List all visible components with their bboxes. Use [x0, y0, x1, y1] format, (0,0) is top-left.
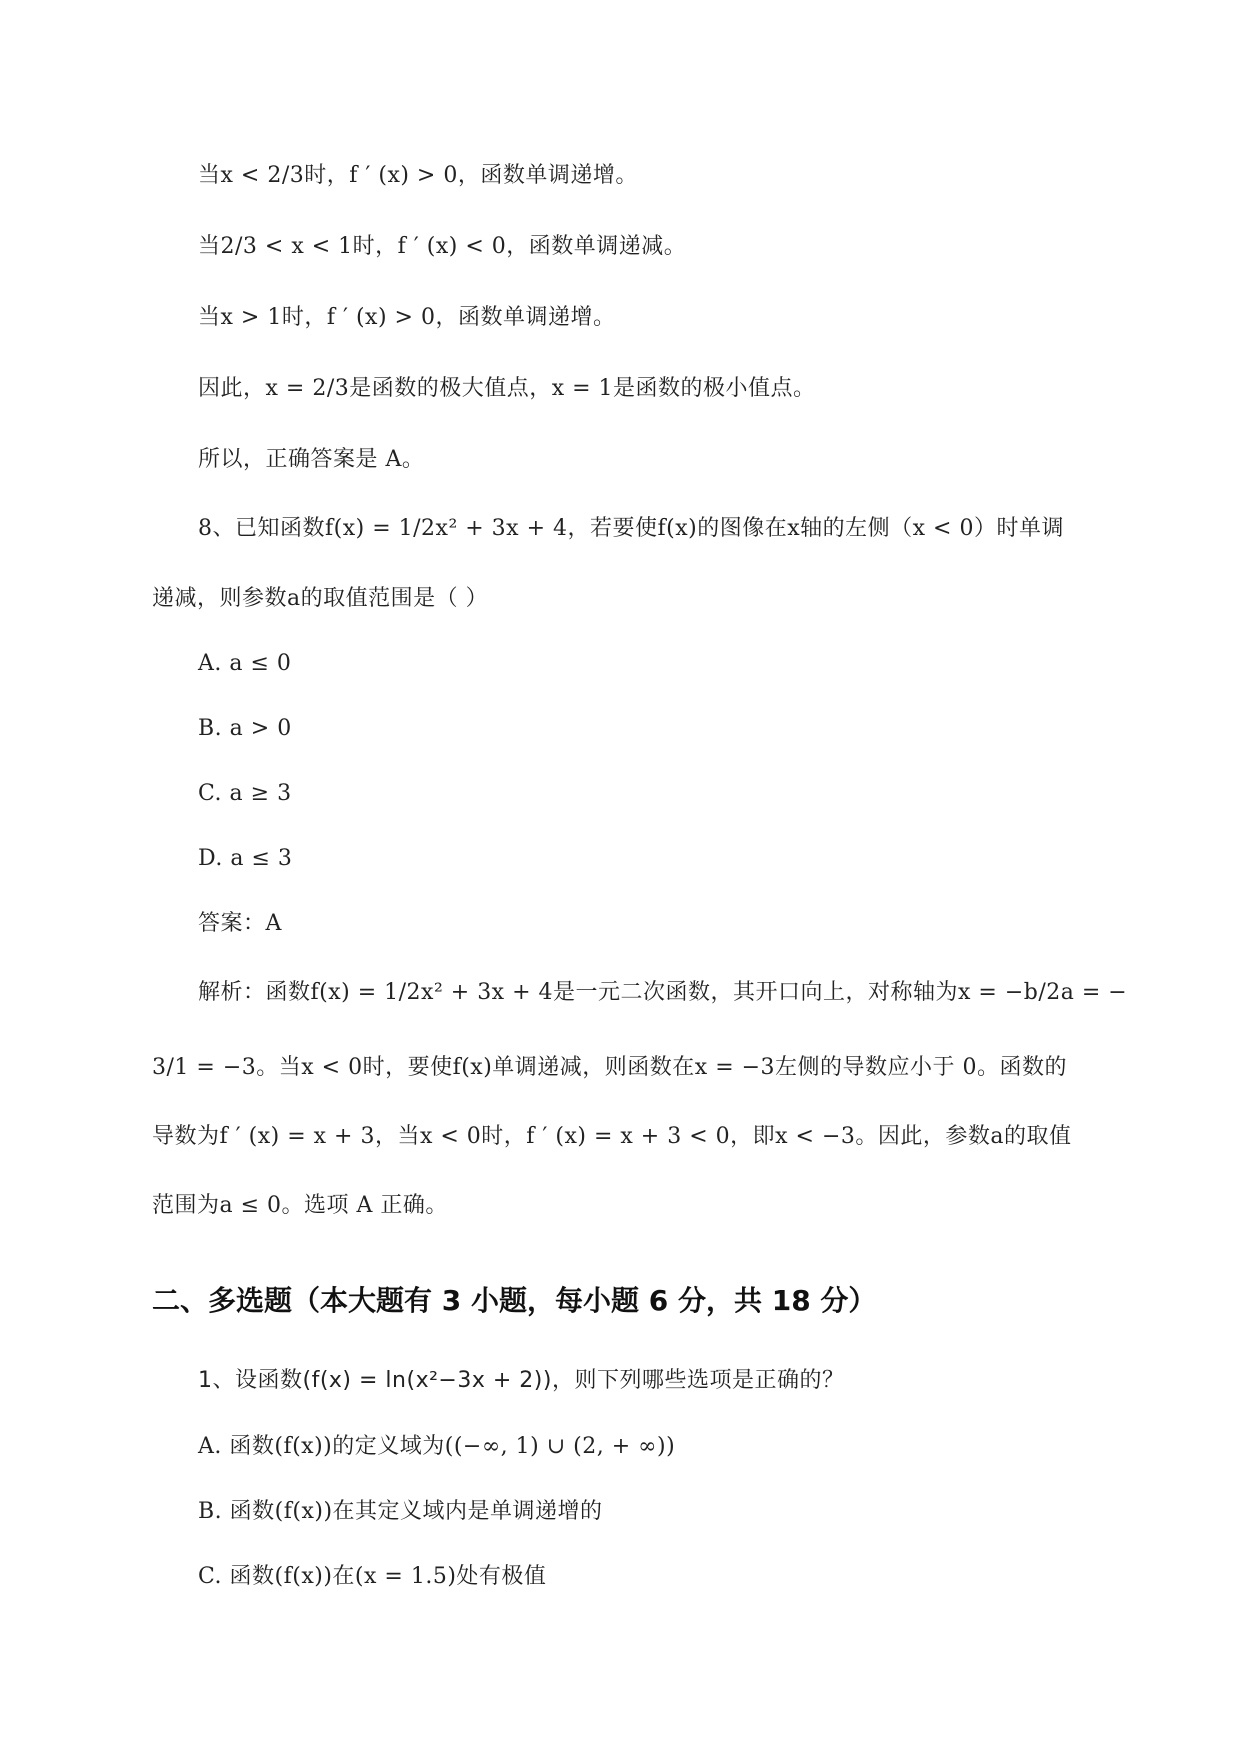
question-8-stem: 8、已知函数f(x) = 1/2x² + 3x + 4，若要使f(x)的图像在x轴的左侧（x < 0）时单调: [198, 516, 1064, 541]
section-heading: 二、多选题（本大题有 3 小题，每小题 6 分，共 18 分）: [152, 1284, 877, 1317]
q1-option-b: B. 函数(f(x))在其定义域内是单调递增的: [198, 1499, 603, 1524]
option-a: A. a ≤ 0: [198, 651, 292, 676]
explanation-line: 范围为a ≤ 0。选项 A 正确。: [152, 1193, 448, 1218]
option-c: C. a ≥ 3: [198, 781, 292, 806]
option-b: B. a > 0: [198, 716, 292, 741]
explanation-line: 3/1 = −3。当x < 0时，要使f(x)单调递减，则函数在x = −3左侧的导数应小于 0。函数的: [152, 1055, 1068, 1080]
explanation-line: 解析：函数f(x) = 1/2x² + 3x + 4是一元二次函数，其开口向上，对称轴为x = −b/2a = −: [198, 980, 1128, 1005]
text-line: 当2/3 < x < 1时，f ′ (x) < 0，函数单调递减。: [198, 234, 687, 259]
question-8-stem-cont: 递减，则参数a的取值范围是（ ）: [152, 586, 489, 611]
q1-option-c: C. 函数(f(x))在(x = 1.5)处有极值: [198, 1564, 547, 1589]
explanation-line: 导数为f ′ (x) = x + 3，当x < 0时，f ′ (x) = x + 3 < 0，即x < −3。因此，参数a的取值: [152, 1124, 1072, 1149]
text-line: 当x < 2/3时，f ′ (x) > 0，函数单调递增。: [198, 163, 638, 188]
q1-option-a: A. 函数(f(x))的定义域为((−∞, 1) ∪ (2, + ∞)): [198, 1434, 676, 1459]
question-1-stem: 1、设函数(f(x) = ln(x²−3x + 2))，则下列哪些选项是正确的？: [198, 1368, 845, 1393]
text-line: 所以，正确答案是 A。: [198, 447, 425, 472]
option-d: D. a ≤ 3: [198, 846, 293, 871]
answer-line: 答案：A: [198, 911, 282, 936]
text-line: 因此，x = 2/3是函数的极大值点，x = 1是函数的极小值点。: [198, 376, 816, 401]
text-line: 当x > 1时，f ′ (x) > 0，函数单调递增。: [198, 305, 616, 330]
